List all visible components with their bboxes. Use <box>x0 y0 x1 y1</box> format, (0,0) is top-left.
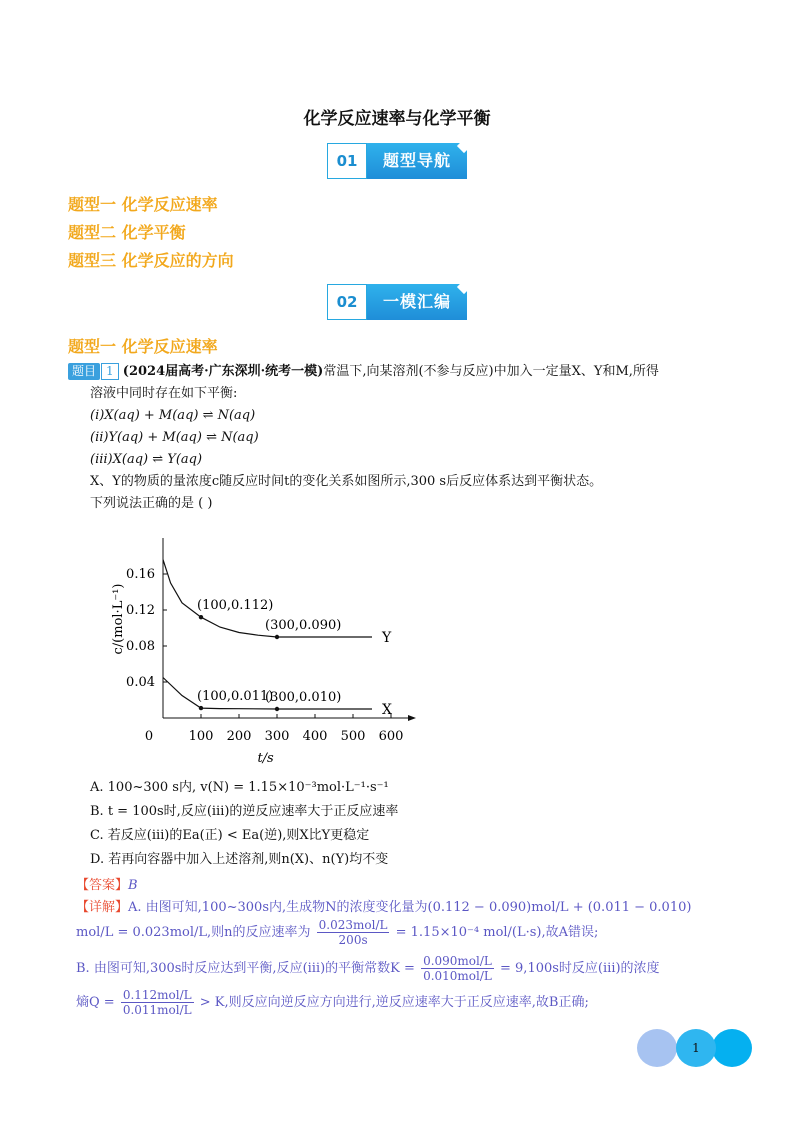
section-banner-01 <box>327 143 469 179</box>
option-c[interactable]: C. 若反应(ⅲ)的Ea(正) < Ea(逆),则X比Y更稳定 <box>90 828 370 843</box>
option-b[interactable]: B. t = 100s时,反应(ⅲ)的逆反应速率大于正反应速率 <box>90 804 399 819</box>
equation-1: (ⅰ)X(aq) + M(aq) ⇌ N(aq) <box>90 408 256 423</box>
answer-line <box>76 876 138 896</box>
banner-number: 02 <box>327 284 367 320</box>
page-number-badge <box>676 1029 716 1067</box>
y-tick-label: 0.08 <box>126 639 155 654</box>
question-line1 <box>68 362 758 382</box>
y-axis-label: c/(mol·L⁻¹) <box>111 583 126 655</box>
detail-a-text2: mol/L = 0.023mol/L,则n的反应速率为 <box>76 925 311 940</box>
answer-value: B <box>128 878 138 893</box>
option-d[interactable]: D. 若再向容器中加入上述溶剂,则n(X)、n(Y)均不变 <box>90 852 389 867</box>
section-banner-02 <box>327 284 469 320</box>
detail-line1 <box>76 898 776 918</box>
data-point <box>275 635 279 639</box>
series-label-y: Y <box>382 630 392 646</box>
detail-a-text: A. 由图可知,100~300s内,生成物N的浓度变化量为(0.112 − 0.090)mol/L + (0.011 − 0.010) <box>128 900 692 915</box>
question-description: X、Y的物质的量浓度c随反应时间t的变化关系如图所示,300 s后反应体系达到平衡状态。 <box>90 474 603 489</box>
question-tag: 题目 <box>68 363 100 380</box>
x-tick-label: 300 <box>264 729 290 744</box>
detail-a-text3: = 1.15×10⁻⁴ mol/(L·s),故A错误; <box>395 925 599 940</box>
banner-number: 01 <box>327 143 367 179</box>
rate-fraction: $\frac{\text{0.023mol/L}}{200s}$ <box>318 918 388 947</box>
x-tick-label: 200 <box>226 729 252 744</box>
point-annotation: (300,0.090) <box>265 618 342 633</box>
page-number: 1 <box>692 1041 700 1055</box>
page-title: 化学反应速率与化学平衡 <box>303 109 491 129</box>
q-fraction: $\frac{\text{0.112mol/L}}{\text{0.011mol/L}}$ <box>122 988 192 1017</box>
banner-label: 题型导航 <box>367 143 467 179</box>
x-axis-label: t/s <box>257 751 274 766</box>
question-source: (2024届高考·广东深圳·统考一模) <box>122 364 324 379</box>
data-point <box>199 615 203 619</box>
y-tick-label: 0.12 <box>126 603 155 618</box>
question-stem: 常温下,向某溶剂(不参与反应)中加入一定量X、Y和M,所得 <box>323 364 659 379</box>
point-annotation: (100,0.011) <box>197 689 274 705</box>
y-tick-label: 0.16 <box>126 567 155 582</box>
y-tick-label: 0.04 <box>126 675 155 690</box>
question-stem-2: 溶液中同时存在如下平衡: <box>90 386 238 401</box>
equation-3: (ⅲ)X(aq) ⇌ Y(aq) <box>90 452 203 467</box>
nav-item-type3[interactable]: 题型三 化学反应的方向 <box>68 251 234 270</box>
banner-label: 一模汇编 <box>367 284 467 320</box>
detail-b-text2: = 9,100s时反应(ⅲ)的浓度 <box>500 961 660 976</box>
page-dot-right <box>712 1029 752 1067</box>
detail-line2 <box>76 918 776 948</box>
concentration-chart <box>95 525 435 775</box>
question-ask: 下列说法正确的是 ( ) <box>90 496 213 511</box>
x-tick-label: 500 <box>340 729 366 744</box>
equation-2: (ⅱ)Y(aq) + M(aq) ⇌ N(aq) <box>90 430 259 445</box>
series-label-x: X <box>382 702 392 718</box>
detail-b-text3: 熵Q = <box>76 995 115 1010</box>
section-title: 题型一 化学反应速率 <box>68 337 218 356</box>
x-tick-label: 100 <box>188 729 214 744</box>
x-tick-label: 400 <box>302 729 328 744</box>
answer-label: 【答案】 <box>76 878 129 893</box>
detail-label: 【详解】 <box>76 900 129 915</box>
x-tick-label: 0 <box>144 729 154 744</box>
question-number: 1 <box>101 363 119 380</box>
detail-b-text: B. 由图可知,300s时反应达到平衡,反应(ⅲ)的平衡常数K = <box>76 961 415 976</box>
nav-item-type1[interactable]: 题型一 化学反应速率 <box>68 195 218 214</box>
option-a[interactable]: A. 100~300 s内, v(N) = 1.15×10⁻³mol·L⁻¹·s⁻¹ <box>90 780 389 795</box>
detail-line3 <box>76 954 794 984</box>
x-tick-label: 600 <box>378 729 404 744</box>
data-point <box>275 707 279 711</box>
detail-b-text4: > K,则反应向逆反应方向进行,逆反应速率大于正反应速率,故B正确; <box>199 995 589 1010</box>
x-axis-arrow <box>408 715 416 721</box>
k-fraction: $\frac{\text{0.090mol/L}}{\text{0.010mol/L}}$ <box>423 954 492 983</box>
page-dot-left <box>637 1029 677 1067</box>
nav-item-type2[interactable]: 题型二 化学平衡 <box>68 223 186 242</box>
detail-line4 <box>76 988 794 1018</box>
data-point <box>199 706 203 710</box>
point-annotation: (100,0.112) <box>197 598 274 614</box>
point-annotation: (300,0.010) <box>265 690 342 705</box>
